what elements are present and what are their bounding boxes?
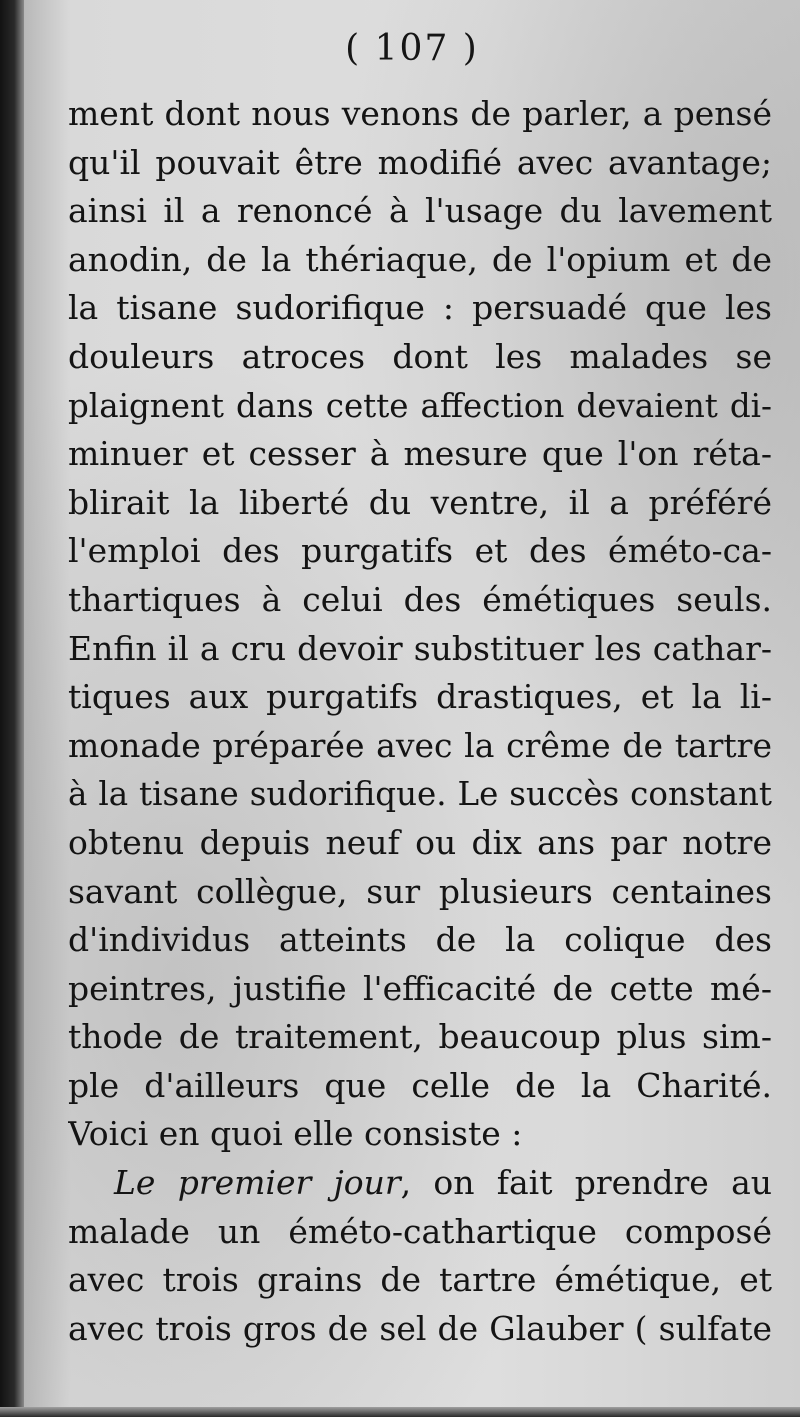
text-line: l'emploi des purgatifs et des éméto-ca- (68, 531, 772, 571)
text-line: malade un éméto-cathartique composé (68, 1211, 772, 1251)
text-line: minuer et cesser à mesure que l'on réta- (68, 434, 772, 474)
text-line: ainsi il a renoncé à l'usage du lavement (68, 191, 772, 231)
first-line-rest: , on fait prendre au (400, 1163, 772, 1203)
text-line: anodin, de la thériaque, de l'opium et de (68, 239, 772, 279)
text-line: peintres, justifie l'efficacité de cette mé- (68, 968, 772, 1008)
paragraph-2-first-line (68, 1159, 772, 1208)
text-line: monade préparée avec la crême de tartre (68, 725, 772, 765)
page-number: ( 107 ) (345, 28, 479, 69)
text-line: tiques aux purgatifs drastiques, et la li- (68, 677, 772, 717)
paper-sheet (24, 0, 800, 1407)
text-line: douleurs atroces dont les malades se (68, 336, 772, 376)
text-line: ment dont nous venons de parler, a pensé (68, 94, 772, 133)
italic-lead: Le premier jour (114, 1163, 401, 1203)
text-line-paragraph-end: Voici en quoi elle consiste : (68, 1114, 523, 1154)
text-line: la tisane sudorifique : persuadé que les (68, 288, 772, 328)
page-edge-left (0, 0, 24, 1417)
text-line: thartiques à celui des émétiques seuls. (68, 579, 772, 619)
text-line: avec trois grains de tartre émétique, et (68, 1260, 772, 1300)
text-line: savant collègue, sur plusieurs centaines (68, 871, 772, 911)
body-text (68, 90, 772, 1353)
page-edge-bottom (0, 1407, 800, 1417)
text-line: plaignent dans cette affection devaient di- (68, 386, 772, 425)
text-line: avec trois gros de sel de Glauber ( sulfate (68, 1308, 772, 1348)
text-line: thode de traitement, beaucoup plus sim- (68, 1017, 772, 1057)
text-line: d'individus atteints de la colique des (68, 920, 772, 960)
text-line: obtenu depuis neuf ou dix ans par notre (68, 822, 772, 862)
text-line: blirait la liberté du ventre, il a préféré (68, 482, 772, 522)
text-line: qu'il pouvait être modifié avec avantage; (68, 142, 772, 182)
text-line: à la tisane sudorifique. Le succès constant (68, 775, 772, 814)
text-line: ple d'ailleurs que celle de la Charité. (68, 1065, 772, 1105)
text-line: Enfin il a cru devoir substituer les cathar- (68, 628, 772, 668)
